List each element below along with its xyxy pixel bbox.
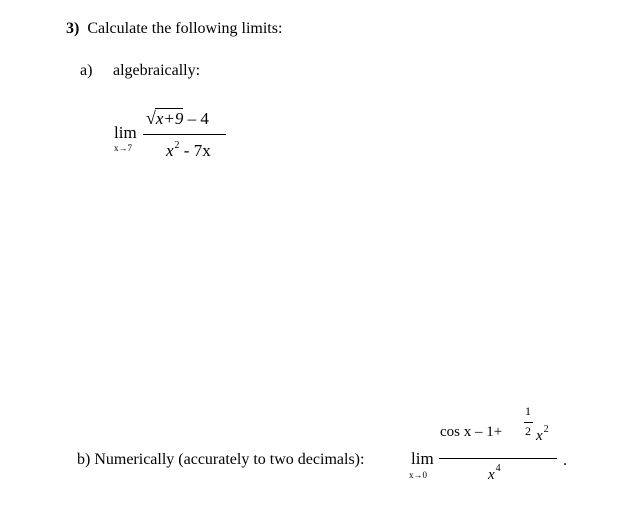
question-text: Calculate the following limits: [87,20,283,37]
part-b-period: . [563,452,567,469]
part-a-fraction-bar [143,134,226,135]
part-b-num-var: x [536,428,543,444]
part-a-den-exp: 2 [174,140,180,151]
part-a-radicand: x+9 [155,109,184,128]
part-b-lim-subscript: x→0 [409,470,427,480]
part-a-label: a) [80,62,93,79]
question-number: 3) [66,20,80,37]
part-a-den-var: x [166,141,174,160]
part-a-denominator [166,140,211,161]
part-a-den-rest: - 7x [179,141,211,160]
part-b-den-exp: 4 [495,463,501,474]
part-a-numerator-rest: – 4 [183,109,209,128]
part-a-lim-subscript: x→7 [114,143,132,153]
question-heading [66,20,282,38]
part-b-text: b) Numerically (accurately to two decimals): [77,451,365,468]
part-b-lim: lim [411,449,434,468]
part-a-text: algebraically: [113,62,201,79]
part-b-den-var: x [488,467,495,483]
half-numerator: 1 [525,404,531,418]
half-fraction-bar [524,422,533,423]
part-b-numerator-main: cos x – 1+ [440,424,503,440]
sqrt-symbol: √ [146,108,156,128]
part-b-num-exp: 2 [543,424,549,435]
part-b-fraction-bar [439,458,557,459]
part-b-numerator-term [536,424,549,445]
part-a-numerator [146,108,209,129]
part-a-lim: lim [114,123,137,142]
half-denominator: 2 [525,424,531,438]
part-b-denominator [488,463,501,484]
